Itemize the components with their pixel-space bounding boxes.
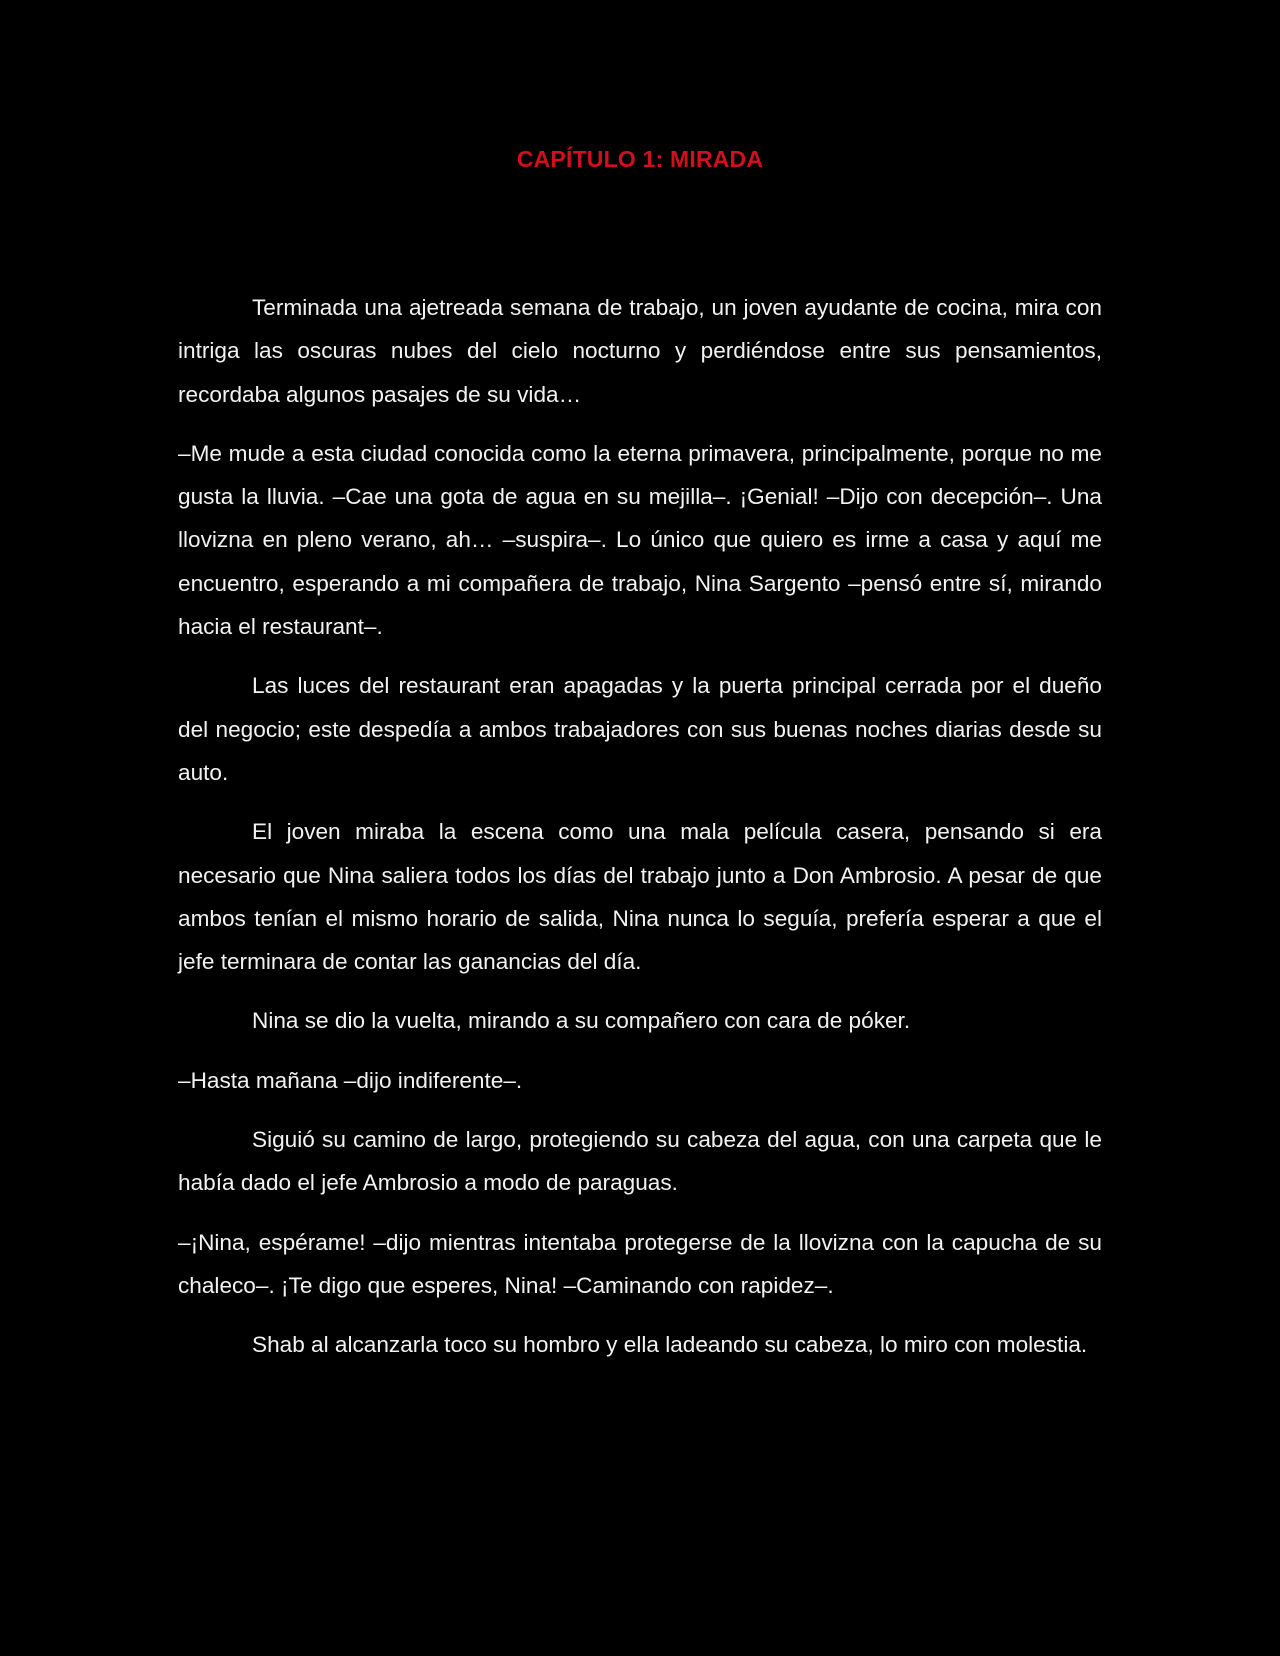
paragraph: Terminada una ajetreada semana de trabajo, un joven ayudante de cocina, mira con intriga las oscuras nubes del cielo nocturno y perdiéndose entre sus pensamientos, recordaba algunos pasajes de su vida…: [178, 295, 1102, 407]
paragraph: Shab al alcanzarla toco su hombro y ella ladeando su cabeza, lo miro con molestia.: [252, 1332, 1088, 1358]
paragraph: Nina se dio la vuelta, mirando a su compañero con cara de póker.: [252, 1008, 911, 1034]
paragraph: Las luces del restaurant eran apagadas y la puerta principal cerrada por el dueño del negocio; este despedía a ambos trabajadores con sus buenas noches diarias desde su auto.: [178, 673, 1102, 785]
paragraph: El joven miraba la escena como una mala película casera, pensando si era necesario que Nina saliera todos los días del trabajo junto a Don Ambrosio. A pesar de que ambos tenían el mismo horario de salida, Nina nunca lo seguía, prefería esperar a que el jefe terminara de contar las ganancias del día.: [178, 819, 1102, 975]
paragraph: –¡Nina, espérame! –dijo mientras intentaba protegerse de la llovizna con la capucha de su chaleco–. ¡Te digo que esperes, Nina! –Caminando con rapidez–.: [178, 1229, 1102, 1298]
paragraph: –Hasta mañana –dijo indiferente–.: [178, 1067, 523, 1093]
paragraph: Siguió su camino de largo, protegiendo su cabeza del agua, con una carpeta que le había dado el jefe Ambrosio a modo de paraguas.: [178, 1127, 1102, 1196]
chapter-body: [178, 286, 1102, 1383]
paragraph: –Me mude a esta ciudad conocida como la eterna primavera, principalmente, porque no me gusta la lluvia. –Cae una gota de agua en su mejilla–. ¡Genial! –Dijo con decepción–. Una llovizna en pleno verano, ah… –suspira–. Lo único que quiero es irme a casa y aquí me encuentro, esperando a mi compañera de trabajo, Nina Sargento –pensó entre sí, mirando hacia el restaurant–.: [178, 440, 1102, 640]
chapter-title: CAPÍTULO 1: MIRADA: [516, 146, 764, 172]
